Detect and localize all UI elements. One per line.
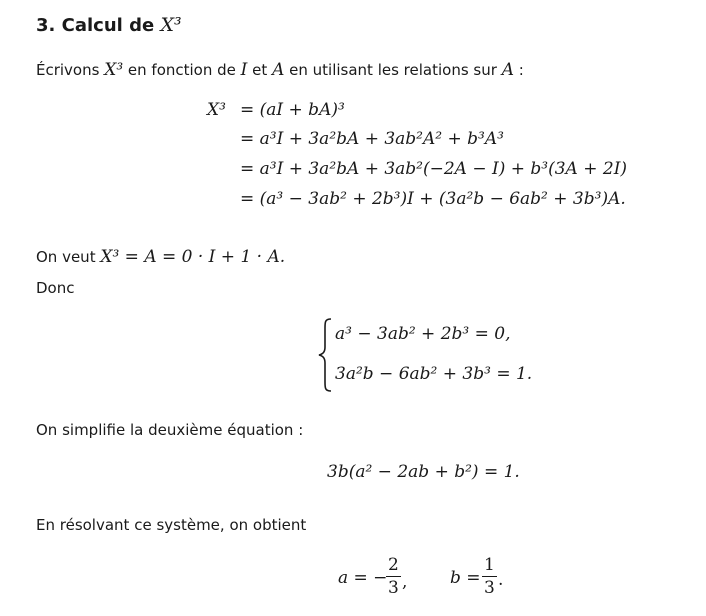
solution-a-lhs: a = −: [338, 568, 388, 588]
section-title: [36, 14, 182, 36]
want-line: [36, 247, 285, 267]
left-brace-icon: [318, 318, 332, 392]
solution-a-numerator: 2: [388, 555, 399, 575]
intro-text-before: Écrivons: [36, 61, 100, 79]
intro-math-x3: X³: [104, 60, 124, 80]
section-title-label: 3. Calcul de: [36, 15, 155, 36]
solution-b-lhs: b =: [450, 568, 481, 588]
expansion-lhs: X³: [207, 100, 226, 120]
solution-b-denominator: 3: [484, 578, 495, 598]
solution-b-period: .: [498, 570, 504, 590]
solution-a-comma: ,: [402, 572, 408, 592]
intro-paragraph: [36, 60, 524, 80]
section-title-math: X³: [160, 14, 182, 36]
intro-math-I: I: [240, 60, 248, 80]
simplified-equation: 3b(a² − 2ab + b²) = 1.: [327, 462, 520, 482]
solve-text: En résolvant ce système, on obtient: [36, 516, 307, 534]
solution-a-fraction: [386, 555, 401, 598]
system-equation-1: a³ − 3ab² + 2b³ = 0,: [335, 324, 511, 344]
solution-b-numerator: 1: [484, 555, 495, 575]
intro-text-and: et: [252, 61, 268, 79]
expansion-row-4: = (a³ − 3ab² + 2b³)I + (3a²b − 6ab² + 3b³)A.: [240, 189, 626, 209]
intro-text-middle: en fonction de: [127, 61, 236, 79]
solution-b-fraction: [482, 555, 497, 598]
expansion-row-2: = a³I + 3a²bA + 3ab²A² + b³A³: [240, 129, 504, 149]
intro-text-colon: :: [518, 61, 524, 79]
expansion-row-1: = (aI + bA)³: [240, 100, 345, 120]
intro-math-A: A: [272, 60, 285, 80]
intro-text-after: en utilisant les relations sur: [289, 61, 497, 79]
solution-a-denominator: 3: [388, 578, 399, 598]
want-math: X³ = A = 0 · I + 1 · A.: [100, 247, 286, 267]
therefore-text: Donc: [36, 279, 75, 297]
expansion-row-3: = a³I + 3a²bA + 3ab²(−2A − I) + b³(3A + 2I): [240, 159, 628, 179]
simplify-text: On simplifie la deuxième équation :: [36, 421, 304, 439]
want-text: On veut: [36, 248, 96, 266]
intro-math-A2: A: [501, 60, 514, 80]
system-equation-2: 3a²b − 6ab² + 3b³ = 1.: [335, 364, 533, 384]
